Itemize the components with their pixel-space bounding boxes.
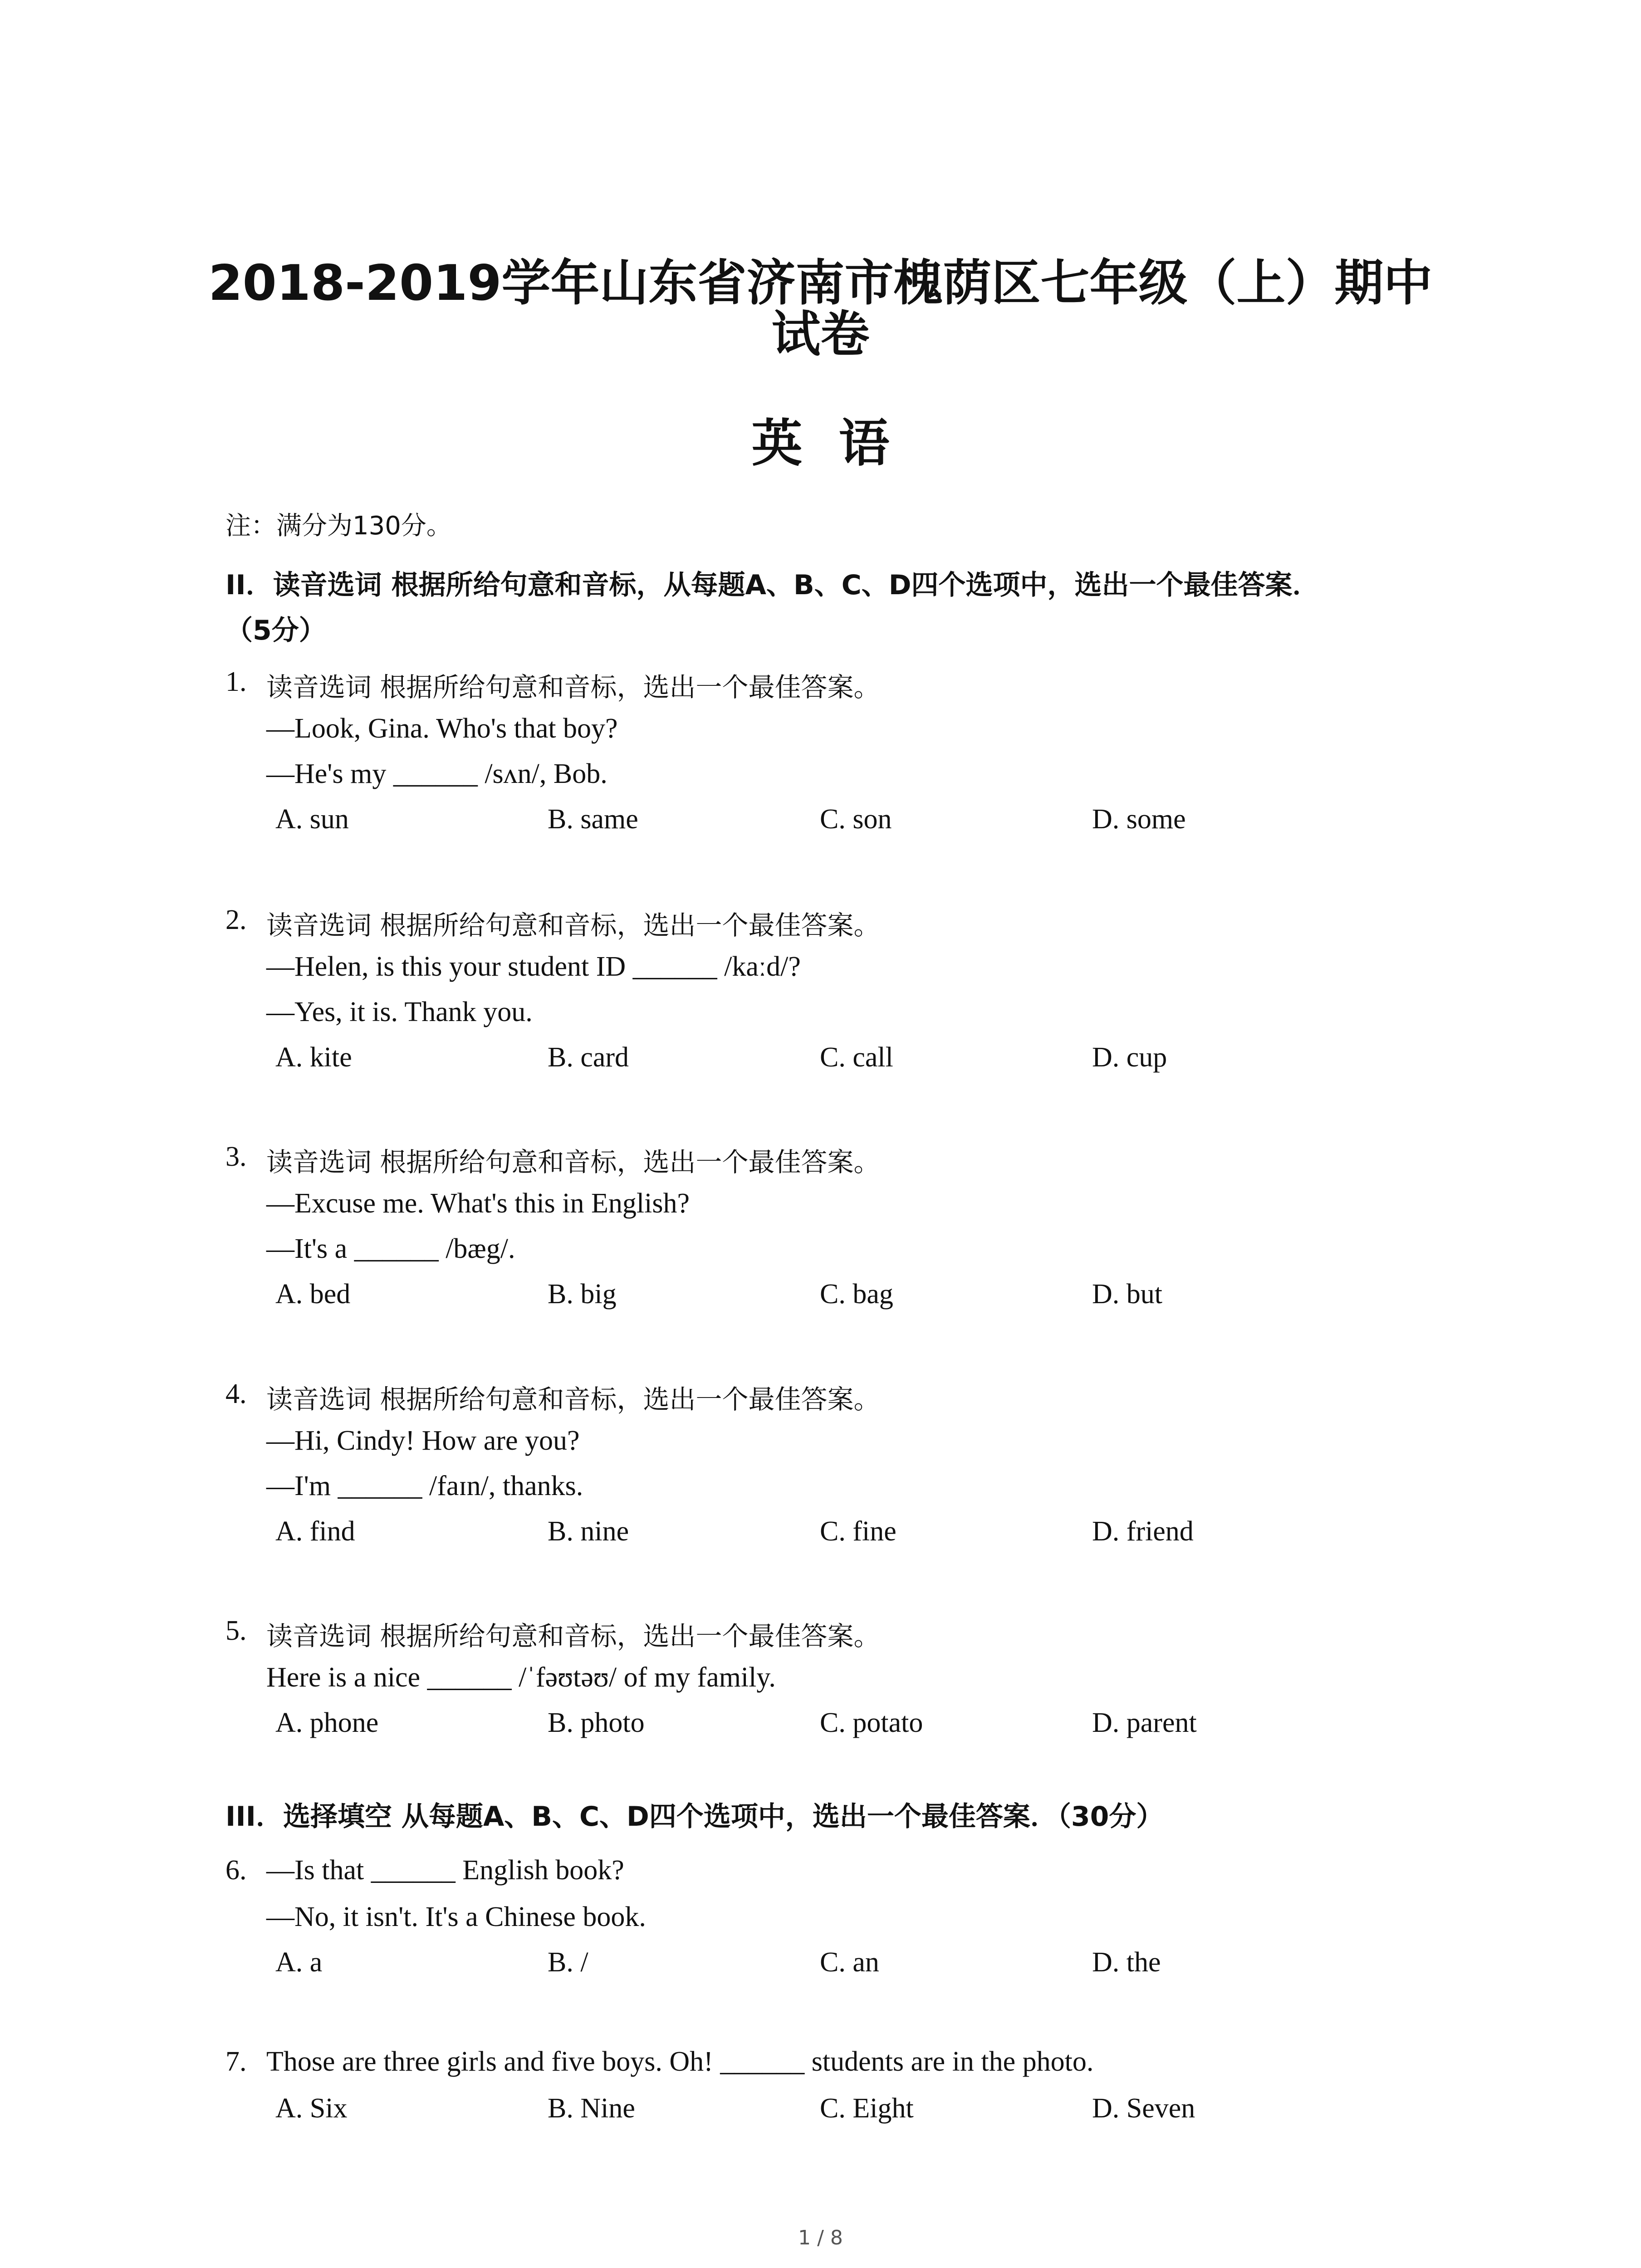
option-d: D. the	[1092, 1947, 1161, 1978]
option-b: B. card	[548, 1042, 629, 1073]
question-line: —I'm ______ /faɪn/, thanks.	[266, 1471, 583, 1501]
option-a: A. Six	[275, 2093, 348, 2124]
question-line: Here is a nice ______ /ˈfəʊtəʊ/ of my family.	[266, 1662, 776, 1693]
section-heading-text: III．选择填空 从每题A、B、C、D四个选项中，选出一个最佳答案．（30分）	[225, 1801, 1164, 1833]
question-stem: Those are three girls and five boys. Oh! ______ students are in the photo.	[266, 2046, 1094, 2077]
question-number: 1.	[225, 666, 247, 697]
option-b: B. same	[548, 804, 638, 835]
question-number: 2.	[225, 904, 247, 935]
question-line: —Excuse me. What's this in English?	[266, 1188, 690, 1219]
option-c: C. potato	[820, 1707, 923, 1738]
question-instruction: 读音选词 根据所给句意和音标，选出一个最佳答案。	[266, 1621, 880, 1652]
section-heading-text: II．读音选词 根据所给句意和音标，从每题A、B、C、D四个选项中，选出一个最佳答案．	[225, 569, 1320, 601]
score-note: 注：满分为130分。	[225, 511, 452, 541]
question-number: 3.	[225, 1141, 247, 1172]
question-line: —He's my ______ /sʌn/, Bob.	[266, 758, 607, 789]
option-a: A. phone	[275, 1707, 379, 1738]
question-number: 7.	[225, 2046, 247, 2077]
option-d: D. cup	[1092, 1042, 1167, 1073]
option-c: C. fine	[820, 1516, 896, 1547]
option-b: B. photo	[548, 1707, 645, 1738]
option-d: D. some	[1092, 804, 1186, 835]
exam-title-continued: 试卷	[771, 306, 870, 363]
exam-title: 2018-2019学年山东省济南市槐荫区七年级（上）期中	[208, 255, 1433, 312]
option-b: B. /	[548, 1947, 588, 1978]
option-d: D. friend	[1092, 1516, 1194, 1547]
option-a: A. a	[275, 1947, 323, 1978]
question-line: —Yes, it is. Thank you.	[266, 997, 533, 1027]
section-points: （5分）	[225, 615, 326, 646]
option-b: B. nine	[548, 1516, 629, 1547]
option-c: C. an	[820, 1947, 879, 1978]
question-number: 6.	[225, 1855, 247, 1886]
option-d: D. parent	[1092, 1707, 1197, 1738]
option-b: B. big	[548, 1279, 617, 1310]
option-a: A. sun	[275, 804, 349, 835]
option-d: D. but	[1092, 1279, 1162, 1310]
option-c: C. bag	[820, 1279, 893, 1310]
question-number: 5.	[225, 1615, 247, 1646]
section-heading-3	[225, 1794, 1163, 1839]
option-a: A. kite	[275, 1042, 352, 1073]
question-line: —Look, Gina. Who's that boy?	[266, 713, 618, 744]
option-a: A. bed	[275, 1279, 351, 1310]
option-b: B. Nine	[548, 2093, 635, 2124]
question-line: —No, it isn't. It's a Chinese book.	[266, 1901, 646, 1932]
option-a: A. find	[275, 1516, 355, 1547]
question-instruction: 读音选词 根据所给句意和音标，选出一个最佳答案。	[266, 1147, 880, 1178]
question-line: —It's a ______ /bæg/.	[266, 1233, 515, 1264]
question-instruction: 读音选词 根据所给句意和音标，选出一个最佳答案。	[266, 672, 880, 703]
option-c: C. son	[820, 804, 892, 835]
question-line: —Helen, is this your student ID ______ /kaːd/?	[266, 951, 801, 982]
question-line: —Hi, Cindy! How are you?	[266, 1425, 580, 1456]
section-heading-2	[225, 562, 1320, 653]
question-number: 4.	[225, 1378, 247, 1409]
question-stem: —Is that ______ English book?	[266, 1855, 624, 1886]
question-instruction: 读音选词 根据所给句意和音标，选出一个最佳答案。	[266, 1384, 880, 1415]
question-instruction: 读音选词 根据所给句意和音标，选出一个最佳答案。	[266, 910, 880, 941]
option-c: C. Eight	[820, 2093, 914, 2124]
page-number: 1 / 8	[798, 2226, 843, 2249]
option-c: C. call	[820, 1042, 893, 1073]
subject-heading: 英语	[751, 414, 926, 473]
option-d: D. Seven	[1092, 2093, 1195, 2124]
